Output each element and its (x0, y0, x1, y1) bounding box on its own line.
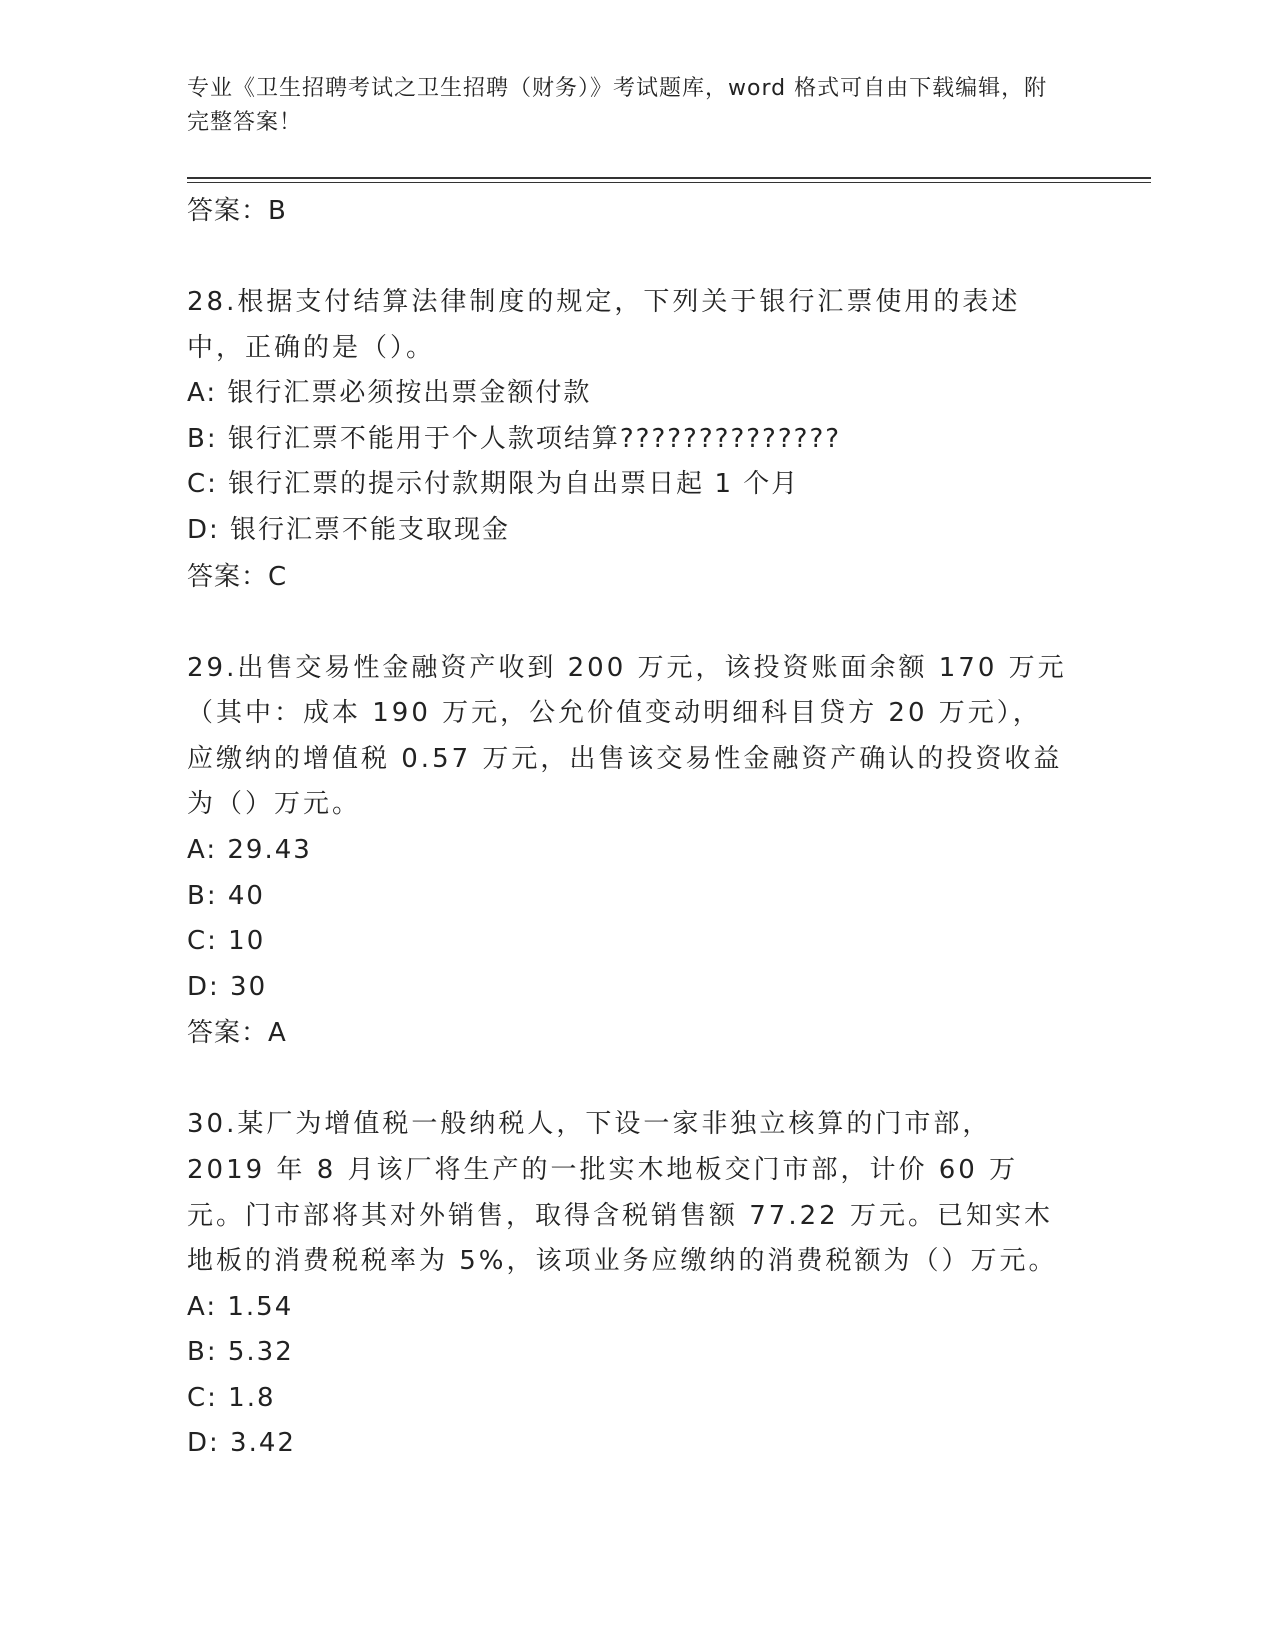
option-d: D: 银行汇票不能支取现金 (187, 514, 511, 545)
spacer (187, 1056, 1087, 1102)
option-c: C: 10 (187, 926, 266, 957)
option-a: A: 29.43 (187, 834, 312, 865)
header-divider-thin (187, 182, 1151, 183)
header-title: 专业《卫生招聘考试之卫生招聘（财务）》考试题库，word 格式可自由下载编辑，附完整答案！ (187, 76, 1048, 135)
option-b: B: 银行汇票不能用于个人款项结算?????????????? (187, 423, 842, 454)
option-c: C: 银行汇票的提示付款期限为自出票日起 1 个月 (187, 469, 800, 500)
option-a: A: 银行汇票必须按出票金额付款 (187, 378, 592, 409)
option-d: D: 3.42 (187, 1428, 296, 1459)
option-b: B: 40 (187, 880, 265, 911)
answer: 答案：C (187, 561, 288, 592)
question-30 (187, 1102, 1087, 1467)
previous-answer: 答案：B (187, 196, 287, 226)
option-d: D: 30 (187, 971, 268, 1002)
question-list (187, 188, 1087, 1467)
spacer (187, 234, 1087, 280)
header-divider-thick (187, 177, 1151, 179)
option-a: A: 1.54 (187, 1291, 294, 1322)
spacer (187, 600, 1087, 646)
question-29 (187, 646, 1087, 1057)
question-text: 30.某厂为增值税一般纳税人，下设一家非独立核算的门市部，2019 年 8 月该厂将生产的一批实木地板交门市部，计价 60 万元。门市部将其对外销售，取得含税销售额 77.22 万元。已知实木地板的消费税税率为 5%，该项业务应缴纳的消费税额为（）万元。 (187, 1109, 1058, 1277)
option-c: C: 1.8 (187, 1382, 276, 1413)
document-header (187, 72, 1067, 140)
question-text: 29.出售交易性金融资产收到 200 万元，该投资账面余额 170 万元（其中：成本 190 万元，公允价值变动明细科目贷方 20 万元），应缴纳的增值税 0.57 万元，出售该交易性金融资产确认的投资收益为（）万元。 (187, 652, 1067, 820)
question-text: 28.根据支付结算法律制度的规定，下列关于银行汇票使用的表述中，正确的是（）。 (187, 287, 1021, 363)
answer: 答案：A (187, 1018, 287, 1049)
option-b: B: 5.32 (187, 1337, 294, 1368)
question-28 (187, 280, 1087, 600)
